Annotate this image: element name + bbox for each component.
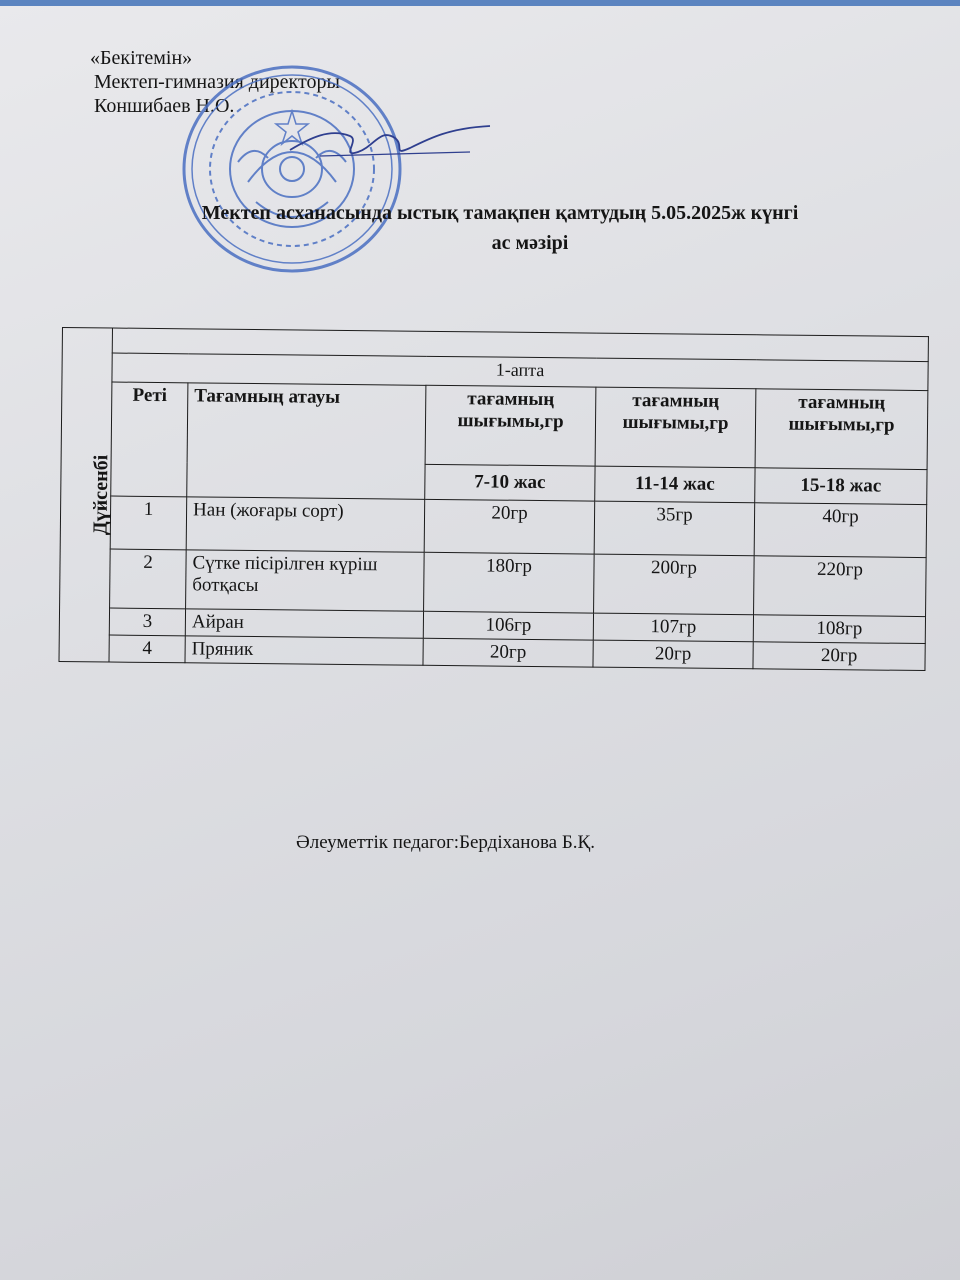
table-row (60, 495, 927, 557)
portion-15-18: 108гр (753, 615, 925, 644)
portion-7-10: 20гр (424, 499, 595, 554)
director-signature-icon (280, 108, 500, 168)
col-name-header: Тағамның атауы (187, 383, 426, 499)
approval-director-name: Коншибаев Н.О. (94, 95, 235, 117)
dish-name: Пряник (185, 636, 423, 665)
approval-position: Мектеп-гимназия директоры (94, 71, 340, 93)
header-row (61, 382, 928, 470)
table-row (60, 548, 927, 616)
portion-11-14: 35гр (594, 501, 755, 556)
age-15-18: 15-18 жас (755, 468, 927, 505)
portion-7-10: 180гр (424, 552, 595, 613)
title-line-1: Мектеп асханасында ыстық тамақпен қамтудың 5.05.2025ж күнгі (201, 202, 799, 224)
portion-15-18: 20гр (753, 642, 925, 671)
portion-7-10: 106гр (423, 611, 593, 640)
title-line-2: ас мәзірі (491, 232, 569, 254)
portion-11-14: 107гр (593, 613, 753, 642)
day-cell (59, 328, 112, 663)
dish-name: Айран (185, 609, 423, 638)
col-yield-header-3: тағамның шығымы,гр (755, 389, 928, 470)
row-number: 1 (110, 496, 187, 550)
portion-15-18: 220гр (754, 556, 927, 617)
portion-11-14: 200гр (594, 554, 755, 615)
dish-name: Сүтке пісірілген күріш ботқасы (186, 550, 425, 611)
age-11-14: 11-14 жас (595, 466, 755, 503)
document-title (120, 198, 880, 258)
row-number: 2 (110, 549, 187, 609)
row-number: 3 (109, 608, 185, 636)
portion-7-10: 20гр (423, 638, 593, 667)
portion-15-18: 40гр (754, 503, 927, 558)
row-number: 4 (109, 635, 185, 663)
approval-heading: «Бекітемін» (90, 47, 193, 69)
col-order-header: Реті (111, 382, 188, 497)
menu-table (58, 327, 928, 671)
day-label: Дүйсенбі (89, 454, 113, 536)
age-7-10: 7-10 жас (425, 464, 595, 501)
dish-name: Нан (жоғары сорт) (186, 497, 425, 552)
social-pedagogue-signature-line: Әлеуметтік педагог:Бердіханова Б.Қ. (296, 832, 595, 853)
week-label: 1-апта (112, 353, 928, 391)
portion-11-14: 20гр (593, 640, 753, 669)
col-yield-header-2: тағамның шығымы,гр (595, 387, 756, 468)
top-edge-band (0, 0, 960, 6)
col-yield-header-1: тағамның шығымы,гр (425, 385, 596, 466)
